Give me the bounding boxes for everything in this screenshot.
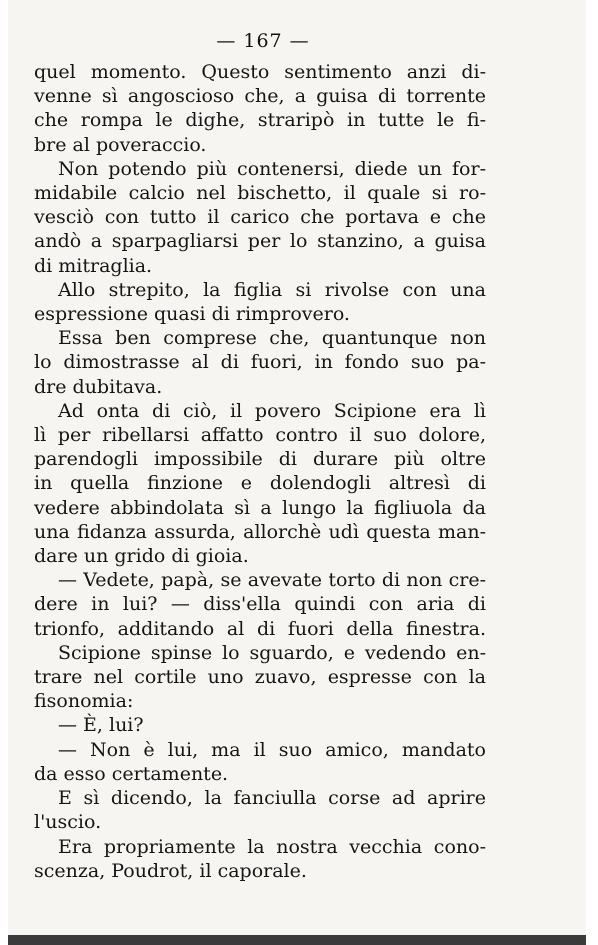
text-line: una fidanza assurda, allorchè udì questa man- — [34, 520, 486, 543]
text-line: Essa ben comprese che, quantunque non — [58, 327, 486, 350]
text-line: lo dimostrasse al di fuori, in fondo suo pa- — [34, 351, 486, 374]
text-line: — Vedete, papà, se avevate torto di non cre- — [58, 569, 486, 592]
text-line: — È, lui? — [58, 714, 144, 737]
text-line: midabile calcio nel bischetto, il quale si ro- — [34, 182, 486, 205]
text-line: dre dubitava. — [34, 375, 163, 398]
text-line: Ad onta di ciò, il povero Scipione era lì — [58, 399, 486, 422]
book-page — [8, 0, 586, 945]
text-line: vesciò con tutto il carico che portava e che — [34, 206, 486, 229]
text-line: dere in lui? — diss'ella quindi con aria di — [34, 593, 486, 616]
text-line: Scipione spinse lo sguardo, e vedendo en- — [58, 641, 486, 664]
text-line: scenza, Poudrot, il caporale. — [34, 859, 307, 882]
text-line: di mitraglia. — [34, 254, 153, 277]
text-line: dare un grido di gioia. — [34, 545, 249, 568]
page-bottom-edge — [8, 935, 586, 945]
text-line: espressione quasi di rimprovero. — [34, 303, 350, 326]
text-line: andò a sparpagliarsi per lo stanzino, a guisa — [34, 230, 486, 253]
text-line: in quella finzione e dolendogli altresì di — [34, 472, 486, 495]
text-line: da esso certamente. — [34, 762, 229, 785]
text-line: venne sì angoscioso che, a guisa di torrente — [34, 85, 486, 108]
text-line: — Non è lui, ma il suo amico, mandato — [58, 738, 486, 761]
text-line: parendogli impossibile di durare più oltre — [34, 448, 486, 471]
text-line: che rompa le dighe, straripò in tutte le fi- — [34, 109, 486, 132]
text-line: fisonomia: — [34, 690, 134, 713]
text-line: quel momento. Questo sentimento anzi di- — [34, 61, 486, 83]
text-line: l'uscio. — [34, 811, 102, 834]
text-line: Non potendo più contenersi, diede un for- — [58, 157, 486, 180]
text-line: lì per ribellarsi affatto contro il suo dolore, — [34, 424, 486, 447]
text-line: Era propriamente la nostra vecchia cono- — [58, 835, 486, 858]
text-line: bre al poveraccio. — [34, 133, 207, 156]
text-line: trare nel cortile uno zuavo, espresse con la — [34, 666, 486, 689]
body-text — [34, 60, 486, 883]
text-line: trionfo, additando al di fuori della finestra. — [34, 617, 486, 640]
text-line: E sì dicendo, la fanciulla corse ad aprire — [58, 787, 486, 810]
text-line: Allo strepito, la figlia si rivolse con una — [58, 278, 486, 301]
page-number: — 167 — — [216, 30, 310, 52]
text-line: vedere abbindolata sì a lungo la figliuola da — [34, 496, 486, 519]
